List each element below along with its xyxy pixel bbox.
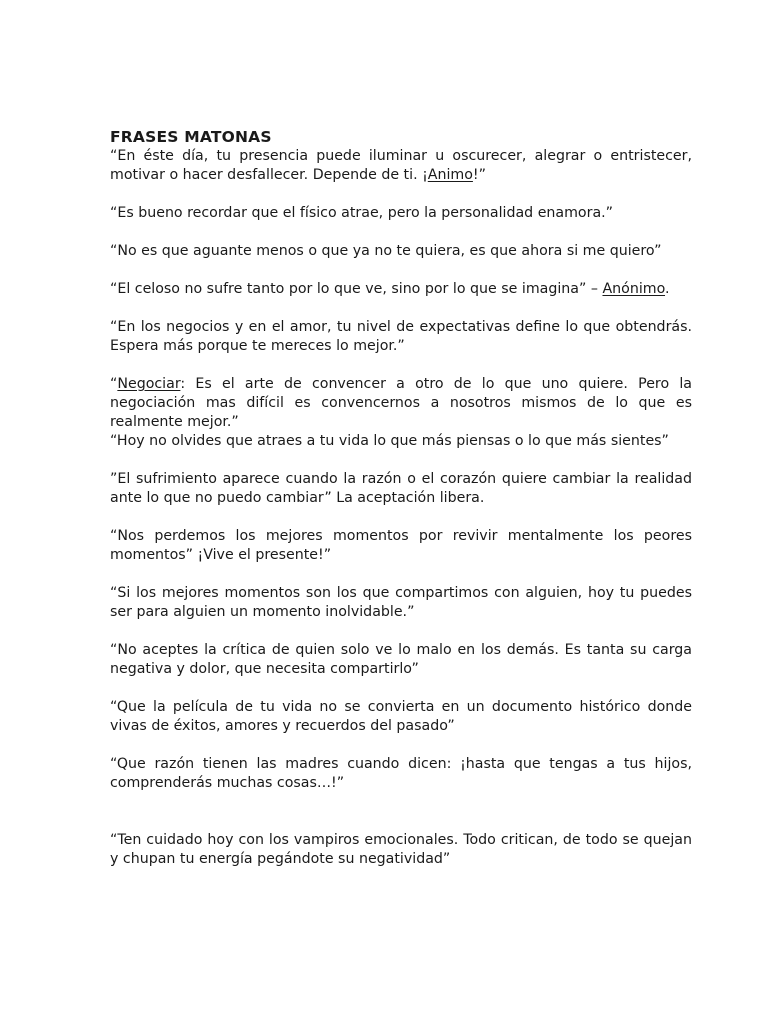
quote-1-text: “En éste día, tu presencia puede iluminar u oscurecer, alegrar o entristecer, motivar o hacer desfallecer. Depende de ti. ¡ xyxy=(110,148,692,183)
quote-10: “Si los mejores momentos son los que compartimos con alguien, hoy tu puedes ser para alguien un momento inolvidable.” xyxy=(110,585,692,620)
quote-6-text: : Es el arte de convencer a otro de lo que uno quiere. Pero la negociación mas difícil es convencernos a nosotros mismos de lo que es realmente mejor.” xyxy=(110,376,692,430)
document-title: FRASES MATONAS xyxy=(110,128,272,146)
quote-9: “Nos perdemos los mejores momentos por revivir mentalmente los peores momentos” ¡Vive el presente!” xyxy=(110,528,692,563)
animo-link[interactable]: Animo xyxy=(427,167,473,183)
quote-6-open: “ xyxy=(110,376,118,392)
quote-12: “Que la película de tu vida no se convierta en un documento histórico donde vivas de éxitos, amores y recuerdos del pasado” xyxy=(110,699,692,734)
quote-6 xyxy=(110,375,692,432)
quote-8: ”El sufrimiento aparece cuando la razón o el corazón quiere cambiar la realidad ante lo que no puedo cambiar” La aceptación libera. xyxy=(110,471,692,506)
document-page xyxy=(110,128,692,869)
quote-13: “Que razón tienen las madres cuando dicen: ¡hasta que tengas a tus hijos, comprenderás muchas cosas…!” xyxy=(110,756,692,791)
quote-4-end: . xyxy=(665,281,670,297)
quote-3: “No es que aguante menos o que ya no te quiera, es que ahora si me quiero” xyxy=(110,243,662,259)
quote-2: “Es bueno recordar que el físico atrae, pero la personalidad enamora.” xyxy=(110,205,614,221)
quote-4-text: “El celoso no sufre tanto por lo que ve, sino por lo que se imagina” – xyxy=(110,281,603,297)
negociar-link[interactable]: Negociar xyxy=(117,376,181,392)
quote-7: “Hoy no olvides que atraes a tu vida lo que más piensas o lo que más sientes” xyxy=(110,433,669,449)
anonimo-link[interactable]: Anónimo xyxy=(602,281,666,297)
quote-11: “No aceptes la crítica de quien solo ve lo malo en los demás. Es tanta su carga negativa y dolor, que necesita compartirlo” xyxy=(110,642,692,677)
quote-5: “En los negocios y en el amor, tu nivel de expectativas define lo que obtendrás. Espera más porque te mereces lo mejor.” xyxy=(110,319,692,354)
quote-1 xyxy=(110,147,692,185)
quote-4 xyxy=(110,280,692,299)
quote-1-end: !” xyxy=(472,167,486,183)
quote-14: “Ten cuidado hoy con los vampiros emocionales. Todo critican, de todo se quejan y chupan tu energía pegándote su negatividad” xyxy=(110,832,692,867)
